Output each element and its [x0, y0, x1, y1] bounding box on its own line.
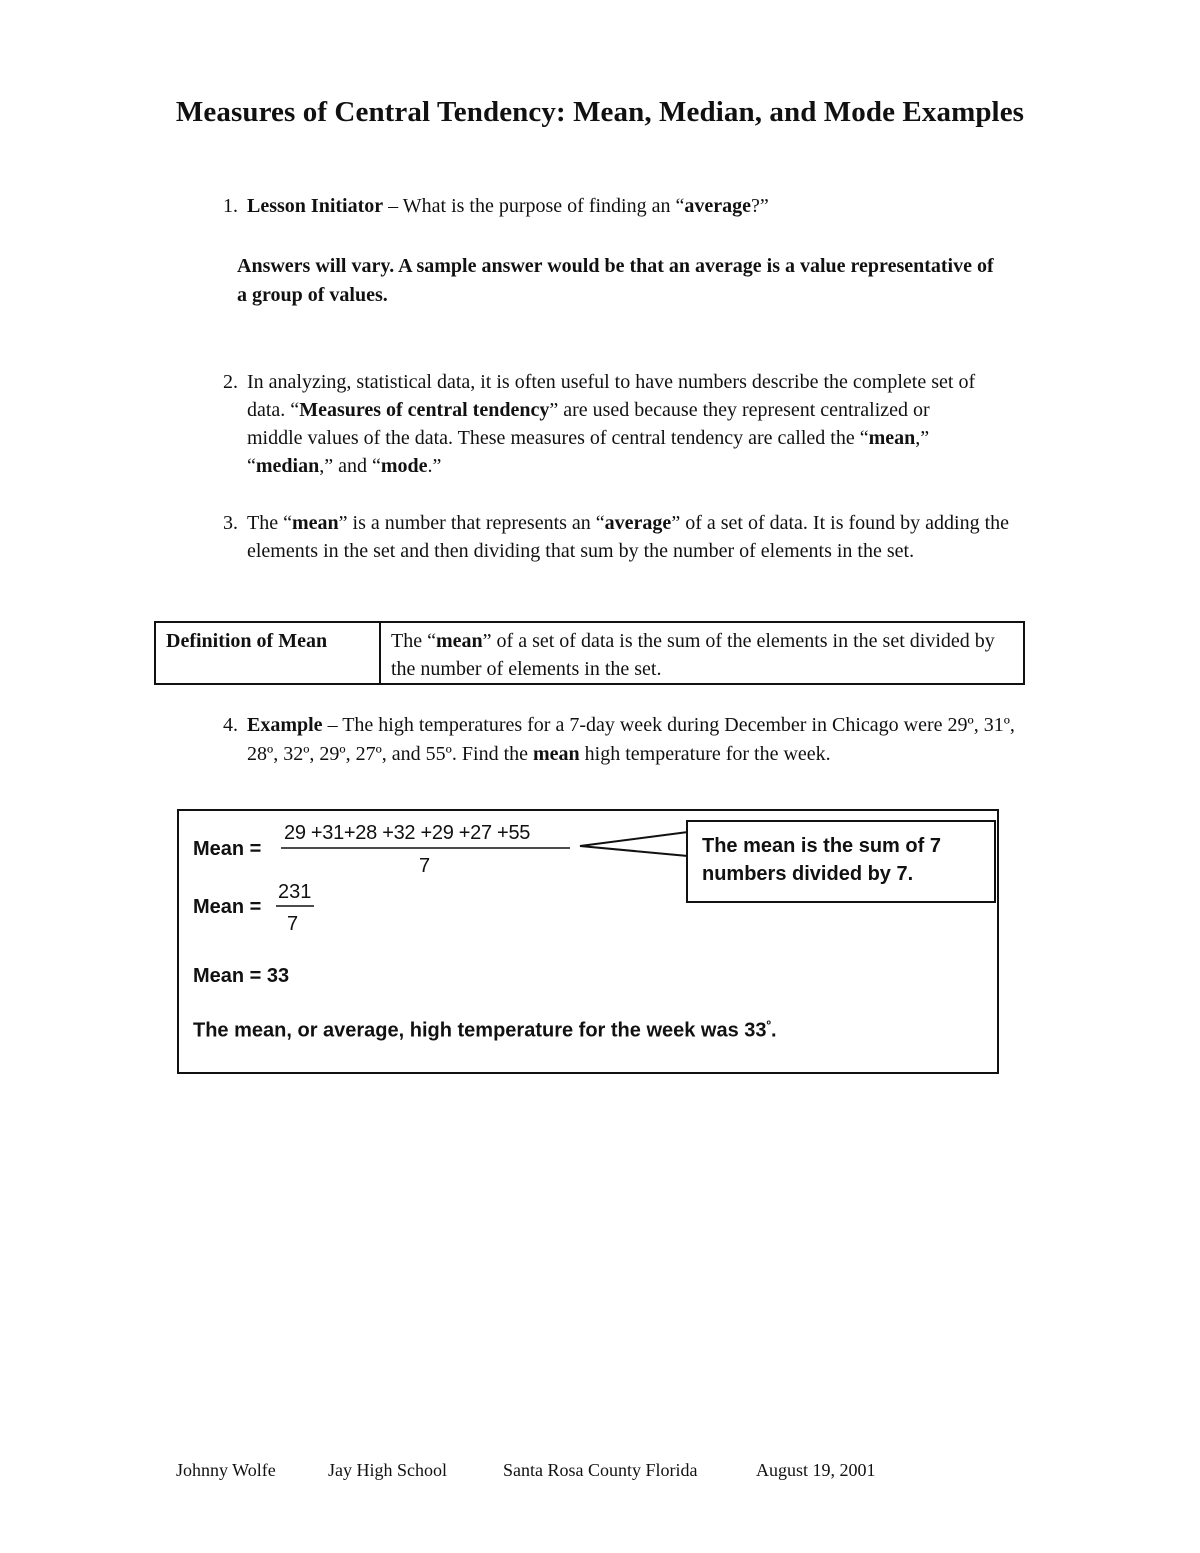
fraction-denominator-2: 7 [287, 913, 299, 935]
table-row [155, 622, 1024, 684]
list-number: 2. [223, 371, 238, 393]
list-number: 4. [223, 714, 238, 736]
list-item-3: 3. The “mean” is a number that represents an “average” of a set of data. It is found by adding the elements in the set and then dividing that sum by the number of elements in the set. [212, 509, 1027, 565]
list-item-4: 4. Example – The high temperatures for a 7-day week during December in Chicago were 29º, 31º, 28º, 32º, 29º, 27º, and 55º. Find the mean high temperature for the week. [212, 711, 1027, 769]
lesson-initiator-label: Lesson Initiator [247, 195, 384, 217]
list-number: 1. [223, 195, 238, 217]
mean-label-2: Mean = [193, 896, 262, 918]
mean-result: Mean = 33 [193, 965, 290, 987]
page-title: Measures of Central Tendency: Mean, Median, and Mode Examples [175, 96, 1025, 128]
footer-author: Johnny Wolfe [176, 1460, 276, 1480]
conclusion-text: The mean, or average, high temperature for the week was $33^º$. [193, 1018, 777, 1042]
footer-date: August 19, 2001 [756, 1460, 876, 1480]
callout-note: The mean is the sum of 7 numbers divided by 7. [686, 820, 996, 903]
definition-label: Definition of Mean [155, 622, 380, 684]
list-number: 3. [223, 512, 238, 534]
list-item-2: 2. In analyzing, statistical data, it is often useful to have numbers describe the complete set of data. “Measures of central tendency” are used because they represent centralized or middle values of the data. These measures of central tendency are called the “mean,” “median,” and “mode.” [212, 368, 1007, 480]
example-label: Example [247, 714, 323, 736]
fraction-numerator-2: 231 [278, 881, 312, 903]
fraction-numerator-1: 29 +31+28 +32 +29 +27 +55 [284, 822, 531, 844]
fraction-denominator-1: 7 [419, 855, 431, 877]
sample-answer: Answers will vary. A sample answer would be that an average is a value representative of a group of values. [237, 255, 994, 306]
mean-label-1: Mean = [193, 838, 262, 860]
definition-table [154, 621, 1025, 685]
footer-county: Santa Rosa County Florida [503, 1460, 698, 1480]
definition-text: The “mean” of a set of data is the sum of the elements in the set divided by the number of elements in the set. [380, 622, 1024, 684]
footer-school: Jay High School [328, 1460, 447, 1480]
list-item-1: 1. Lesson Initiator – What is the purpose of finding an “average?” [212, 192, 1012, 220]
